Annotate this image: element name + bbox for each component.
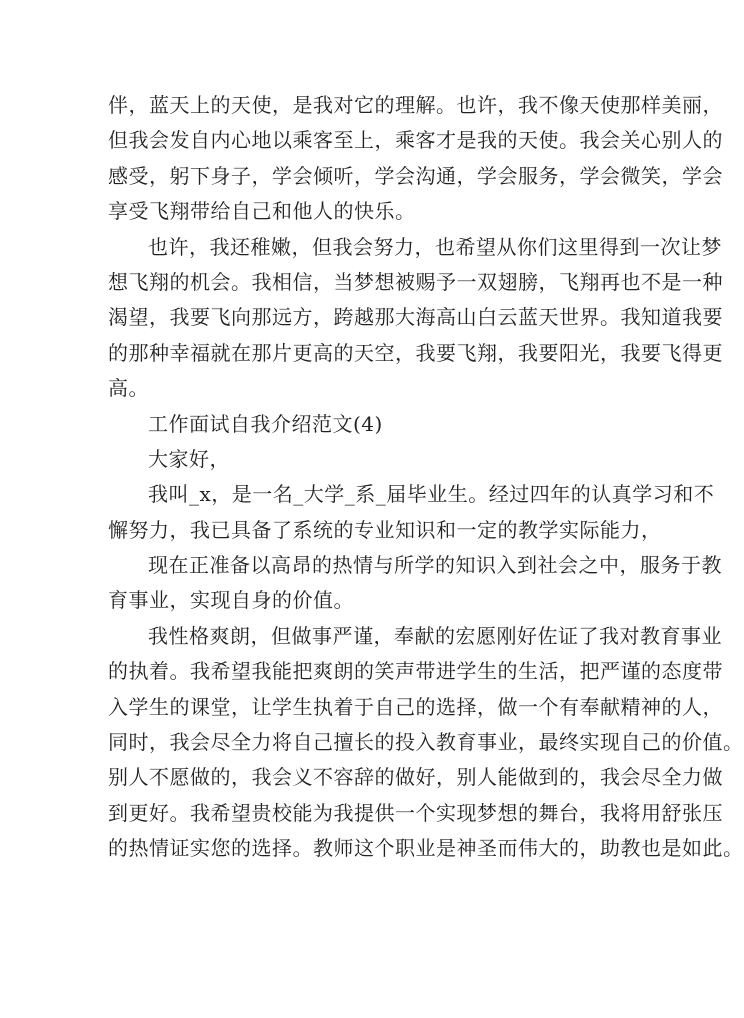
text-line: 的那种幸福就在那片更高的天空，我要飞翔，我要阳光，我要飞得更 — [108, 340, 723, 365]
text-line: 感受，躬下身子，学会倾听，学会沟通，学会服务，学会微笑，学会 — [108, 163, 723, 188]
text-line: 到更好。我希望贵校能为我提供一个实现梦想的舞台，我将用舒张压 — [108, 800, 723, 825]
section-heading: 工作面试自我介绍范文(4) — [148, 411, 383, 436]
text-line: 懈努力，我已具备了系统的专业知识和一定的教学实际能力， — [108, 517, 662, 542]
text-line: 的执着。我希望我能把爽朗的笑声带进学生的生活，把严谨的态度带 — [108, 659, 723, 684]
paragraph-start-line: 也许，我还稚嫩，但我会努力，也希望从你们这里得到一次让梦 — [148, 234, 722, 259]
text-line: 但我会发自内心地以乘客至上，乘客才是我的天使。我会关心别人的 — [108, 128, 723, 153]
text-line: 入学生的课堂，让学生执着于自己的选择，做一个有奉献精神的人， — [108, 694, 723, 719]
text-line: 同时，我会尽全力将自己擅长的投入教育事业，最终实现自己的价值。 — [108, 730, 744, 755]
text-line: 伴，蓝天上的天使，是我对它的理解。也许，我不像天使那样美丽， — [108, 93, 723, 117]
paragraph-start-line: 我性格爽朗，但做事严谨，奉献的宏愿刚好佐证了我对教育事业 — [148, 623, 722, 648]
text-line: 育事业，实现自身的价值。 — [108, 588, 354, 613]
text-line: 想飞翔的机会。我相信，当梦想被赐予一双翅膀，飞翔再也不是一种 — [108, 269, 723, 294]
text-line: 的热情证实您的选择。教师这个职业是神圣而伟大的，助教也是如此。 — [108, 836, 744, 861]
greeting-line: 大家好， — [148, 446, 230, 471]
text-line: 别人不愿做的，我会义不容辞的做好，别人能做到的，我会尽全力做 — [108, 765, 723, 790]
document-body — [108, 88, 744, 867]
text-line: 渴望，我要飞向那远方，跨越那大海高山白云蓝天世界。我知道我要 — [108, 305, 723, 330]
paragraph-start-line: 我叫_x，是一名_大学_系_届毕业生。经过四年的认真学习和不 — [148, 482, 715, 507]
text-line: 享受飞翔带给自己和他人的快乐。 — [108, 199, 416, 224]
paragraph-start-line: 现在正准备以高昂的热情与所学的知识入到社会之中，服务于教 — [148, 553, 722, 578]
text-line: 高。 — [108, 376, 149, 401]
